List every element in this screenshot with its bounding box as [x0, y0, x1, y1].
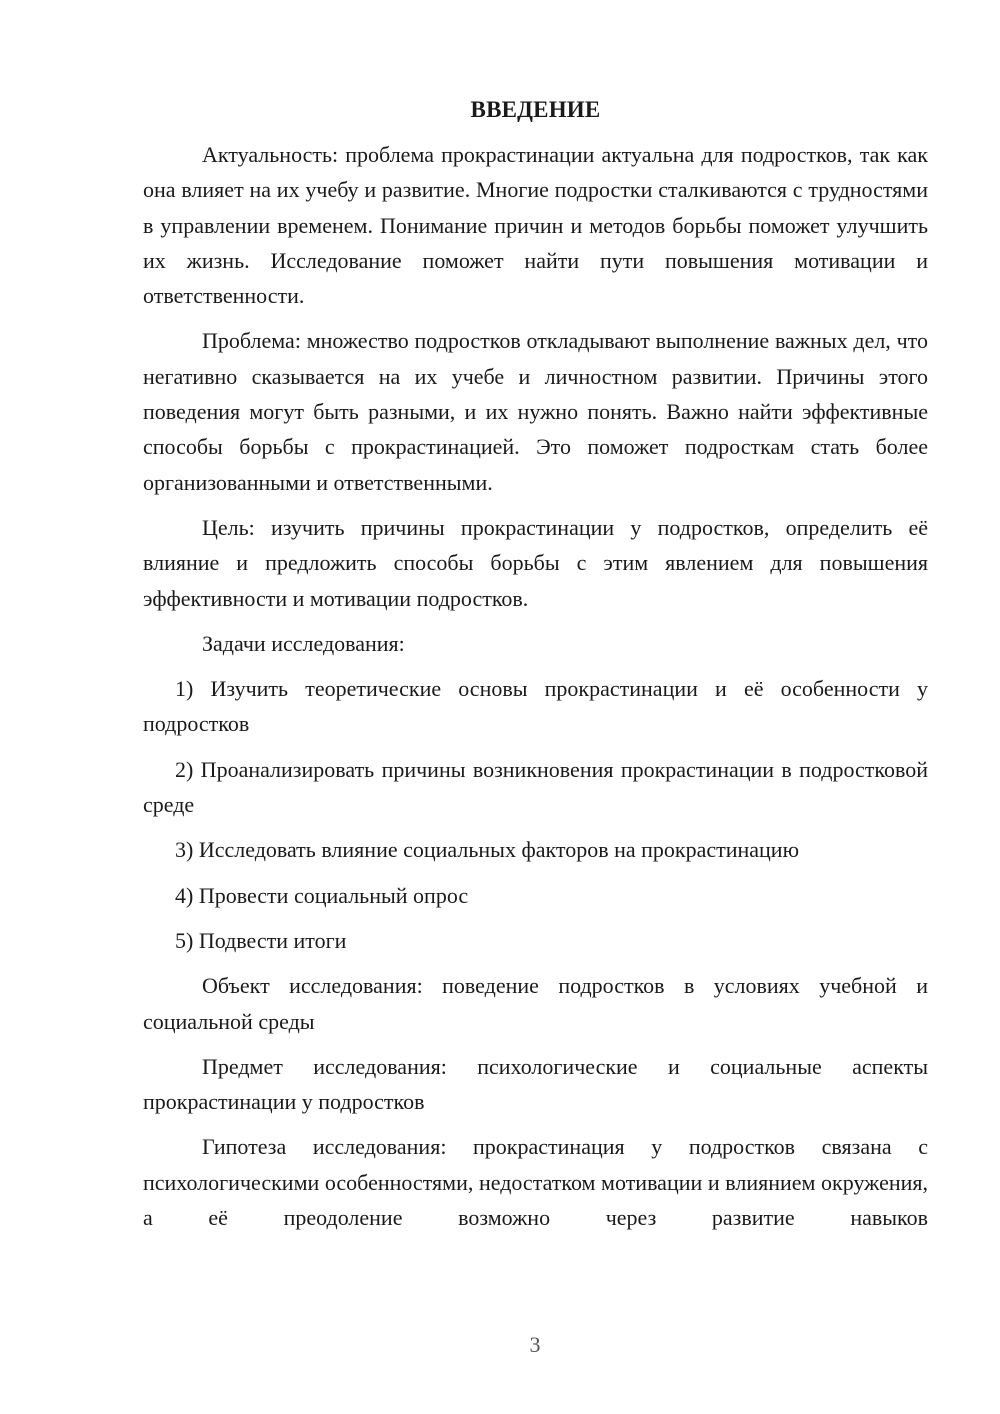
paragraph-goal: Цель: изучить причины прокрастинации у подростков, определить её влияние и предложить способы борьбы с этим явлением для повышения эффективности и мотивации подростков.	[143, 514, 928, 611]
page-number: 3	[529, 1332, 541, 1357]
task-item-1: 1) Изучить теоретические основы прокрастинации и её особенности у подростков	[143, 676, 928, 737]
task-item-4: 4) Провести социальный опрос	[175, 882, 469, 908]
paragraph-tasks-heading: Задачи исследования:	[202, 630, 405, 656]
paragraph-subject: Предмет исследования: психологические и социальные аспекты прокрастинации у подростков	[143, 1053, 928, 1115]
paragraph-relevance: Актуальность: проблема прокрастинации актуальна для подростков, так как она влияет на их учебу и развитие. Многие подростки сталкиваются с трудностями в управлении временем. Понимание причин и методов борьбы поможет улучшить их жизнь. Исследование поможет найти пути повышения мотивации и ответственности.	[143, 142, 928, 309]
section-title: ВВЕДЕНИЕ	[470, 97, 601, 122]
paragraph-problem: Проблема: множество подростков откладывают выполнение важных дел, что негативно сказывается на их учебе и личностном развитии. Причины этого поведения могут быть разными, и их нужно понять. Важно найти эффективные способы борьбы с прокрастинацией. Это поможет подросткам стать более организованными и ответственными.	[143, 328, 928, 495]
task-item-3: 3) Исследовать влияние социальных факторов на прокрастинацию	[175, 837, 800, 863]
task-item-5: 5) Подвести итоги	[175, 927, 347, 953]
task-item-2: 2) Проанализировать причины возникновения прокрастинации в подростковой среде	[143, 756, 928, 818]
paragraph-hypothesis: Гипотеза исследования: прокрастинация у подростков связана с психологическими особенностями, недостатком мотивации и влиянием окружения, а её преодоление возможно через развитие навыков	[143, 1134, 928, 1231]
document-body	[143, 92, 928, 1235]
paragraph-object: Объект исследования: поведение подростков в условиях учебной и социальной среды	[143, 973, 928, 1034]
